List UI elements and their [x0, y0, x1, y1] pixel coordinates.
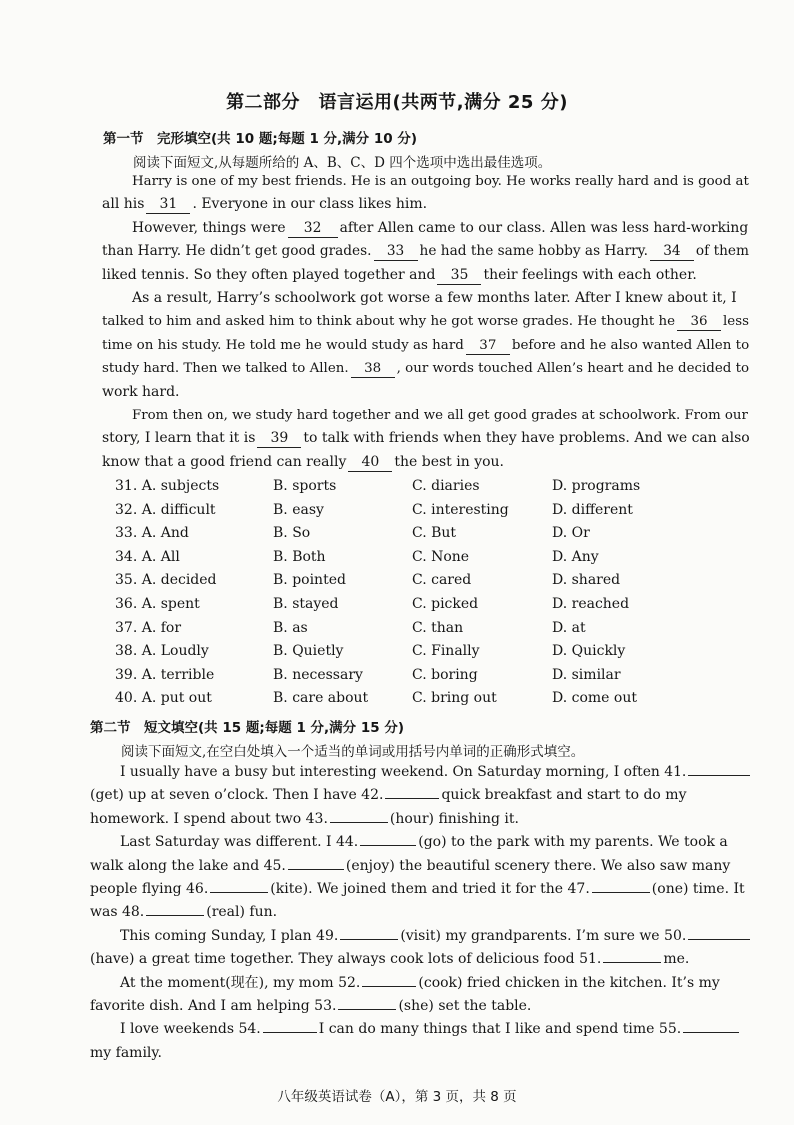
- option-row: 36. A. spent B. stayed C. picked D. reached: [115, 595, 630, 612]
- passage-line: Last Saturday was different. I 44. (go) to the park with my parents. We took a: [120, 834, 728, 851]
- passage-line: From then on, we study hard together and we all get good grades at schoolwork. From our: [132, 408, 748, 424]
- option-row: 32. A. difficult B. easy C. interesting D. different: [115, 501, 633, 518]
- blank-50: [688, 939, 750, 940]
- part-title: 第二部分 语言运用(共两节,满分 25 分): [226, 92, 568, 113]
- passage-line: my family.: [90, 1044, 162, 1061]
- passage-line: walk along the lake and 45. (enjoy) the beautiful scenery there. We also saw many: [90, 857, 731, 874]
- passage-line: However, things were 32 after Allen came to our class. Allen was less hard-working: [132, 219, 749, 236]
- page-footer: 八年级英语试卷（A），第 3 页，共 8 页: [277, 1089, 517, 1105]
- blank-43: [330, 822, 388, 823]
- blank-37: 37: [466, 337, 510, 355]
- passage-line: At the moment(现在), my mom 52. (cook) fried chicken in the kitchen. It’s my: [120, 974, 720, 991]
- passage-line: (have) a great time together. They always cook lots of delicious food 51. me.: [90, 951, 690, 968]
- passage-line: time on his study. He told me he would study as hard 37 before and he also wanted Allen to: [102, 337, 750, 353]
- option-row: 34. A. All B. Both C. None D. Any: [115, 548, 599, 565]
- section1-heading: 第一节 完形填空(共 10 题;每题 1 分,满分 10 分): [103, 131, 418, 147]
- option-row: 39. A. terrible B. necessary C. boring D. similar: [115, 666, 621, 683]
- passage-line: people flying 46. (kite). We joined them and tried it for the 47. (one) time. It: [90, 881, 745, 898]
- passage-line: study hard. Then we talked to Allen. 38 , our words touched Allen’s heart and he decided to: [102, 361, 750, 377]
- blank-53: [338, 1009, 396, 1010]
- blank-44: [360, 845, 416, 846]
- blank-52: [362, 986, 416, 987]
- passage-line: work hard.: [102, 383, 180, 400]
- blank-36: 36: [677, 313, 721, 331]
- blank-55: [683, 1032, 739, 1033]
- passage-line: This coming Sunday, I plan 49. (visit) my grandparents. I’m sure we 50.: [90, 925, 756, 948]
- blank-31: 31: [146, 196, 190, 214]
- options-list: [115, 478, 715, 714]
- passage-line: liked tennis. So they often played together and 35 their feelings with each other.: [102, 266, 697, 283]
- passage-line: As a result, Harry’s schoolwork got worse a few months later. After I knew about it, I: [132, 290, 737, 307]
- passage-line: Harry is one of my best friends. He is an outgoing boy. He works really hard and is good at: [132, 174, 749, 189]
- section2-heading: 第二节 短文填空(共 15 题;每题 1 分,满分 15 分): [90, 720, 405, 736]
- passage-line: (get) up at seven o’clock. Then I have 42. quick breakfast and start to do my: [90, 787, 687, 804]
- option-row: 40. A. put out B. care about C. bring out D. come out: [115, 690, 637, 707]
- blank-32: 32: [288, 220, 338, 238]
- blank-48: [146, 915, 204, 916]
- blank-39: 39: [257, 430, 301, 448]
- fill-in-passage: [90, 761, 756, 1065]
- blank-35: 35: [437, 267, 481, 285]
- blank-47: [592, 892, 650, 893]
- passage-line: story, I learn that it is 39 to talk with friends when they have problems. And we can also: [102, 430, 750, 447]
- blank-54: [263, 1032, 317, 1033]
- blank-34: 34: [650, 243, 694, 261]
- passage-line: I usually have a busy but interesting weekend. On Saturday morning, I often 41.: [90, 761, 756, 784]
- blank-40: 40: [348, 454, 392, 472]
- passage-line: homework. I spend about two 43. (hour) finishing it.: [90, 810, 519, 827]
- passage-line: than Harry. He didn’t get good grades. 33 he had the same hobby as Harry. 34 of them: [102, 243, 749, 260]
- option-row: 31. A. subjects B. sports C. diaries D. programs: [115, 478, 641, 494]
- blank-42: [385, 798, 439, 799]
- passage-line: know that a good friend can really 40 the best in you.: [102, 453, 505, 470]
- section1-instruction: 阅读下面短文,从每题所给的 A、B、C、D 四个选项中选出最佳选项。: [133, 155, 552, 171]
- passage-line: was 48. (real) fun.: [90, 904, 278, 921]
- blank-38: 38: [351, 360, 395, 378]
- cloze-passage: [102, 170, 752, 474]
- blank-49: [340, 939, 398, 940]
- option-row: 35. A. decided B. pointed C. cared D. shared: [115, 572, 621, 589]
- passage-line: favorite dish. And I am helping 53. (she) set the table.: [90, 998, 532, 1015]
- passage-line: I love weekends 54. I can do many things that I like and spend time 55.: [90, 1018, 756, 1041]
- blank-46: [210, 892, 268, 893]
- blank-51: [603, 962, 661, 963]
- option-row: 37. A. for B. as C. than D. at: [115, 619, 586, 636]
- option-row: 33. A. And B. So C. But D. Or: [115, 525, 590, 542]
- option-row: 38. A. Loudly B. Quietly C. Finally D. Quickly: [115, 643, 626, 660]
- blank-41: [688, 775, 750, 776]
- passage-line: talked to him and asked him to think about why he got worse grades. He thought he 36 less: [102, 314, 749, 330]
- blank-45: [288, 869, 344, 870]
- passage-line: all his 31 . Everyone in our class likes him.: [102, 196, 428, 213]
- section2-instruction: 阅读下面短文,在空白处填入一个适当的单词或用括号内单词的正确形式填空。: [121, 744, 585, 760]
- blank-33: 33: [374, 243, 418, 261]
